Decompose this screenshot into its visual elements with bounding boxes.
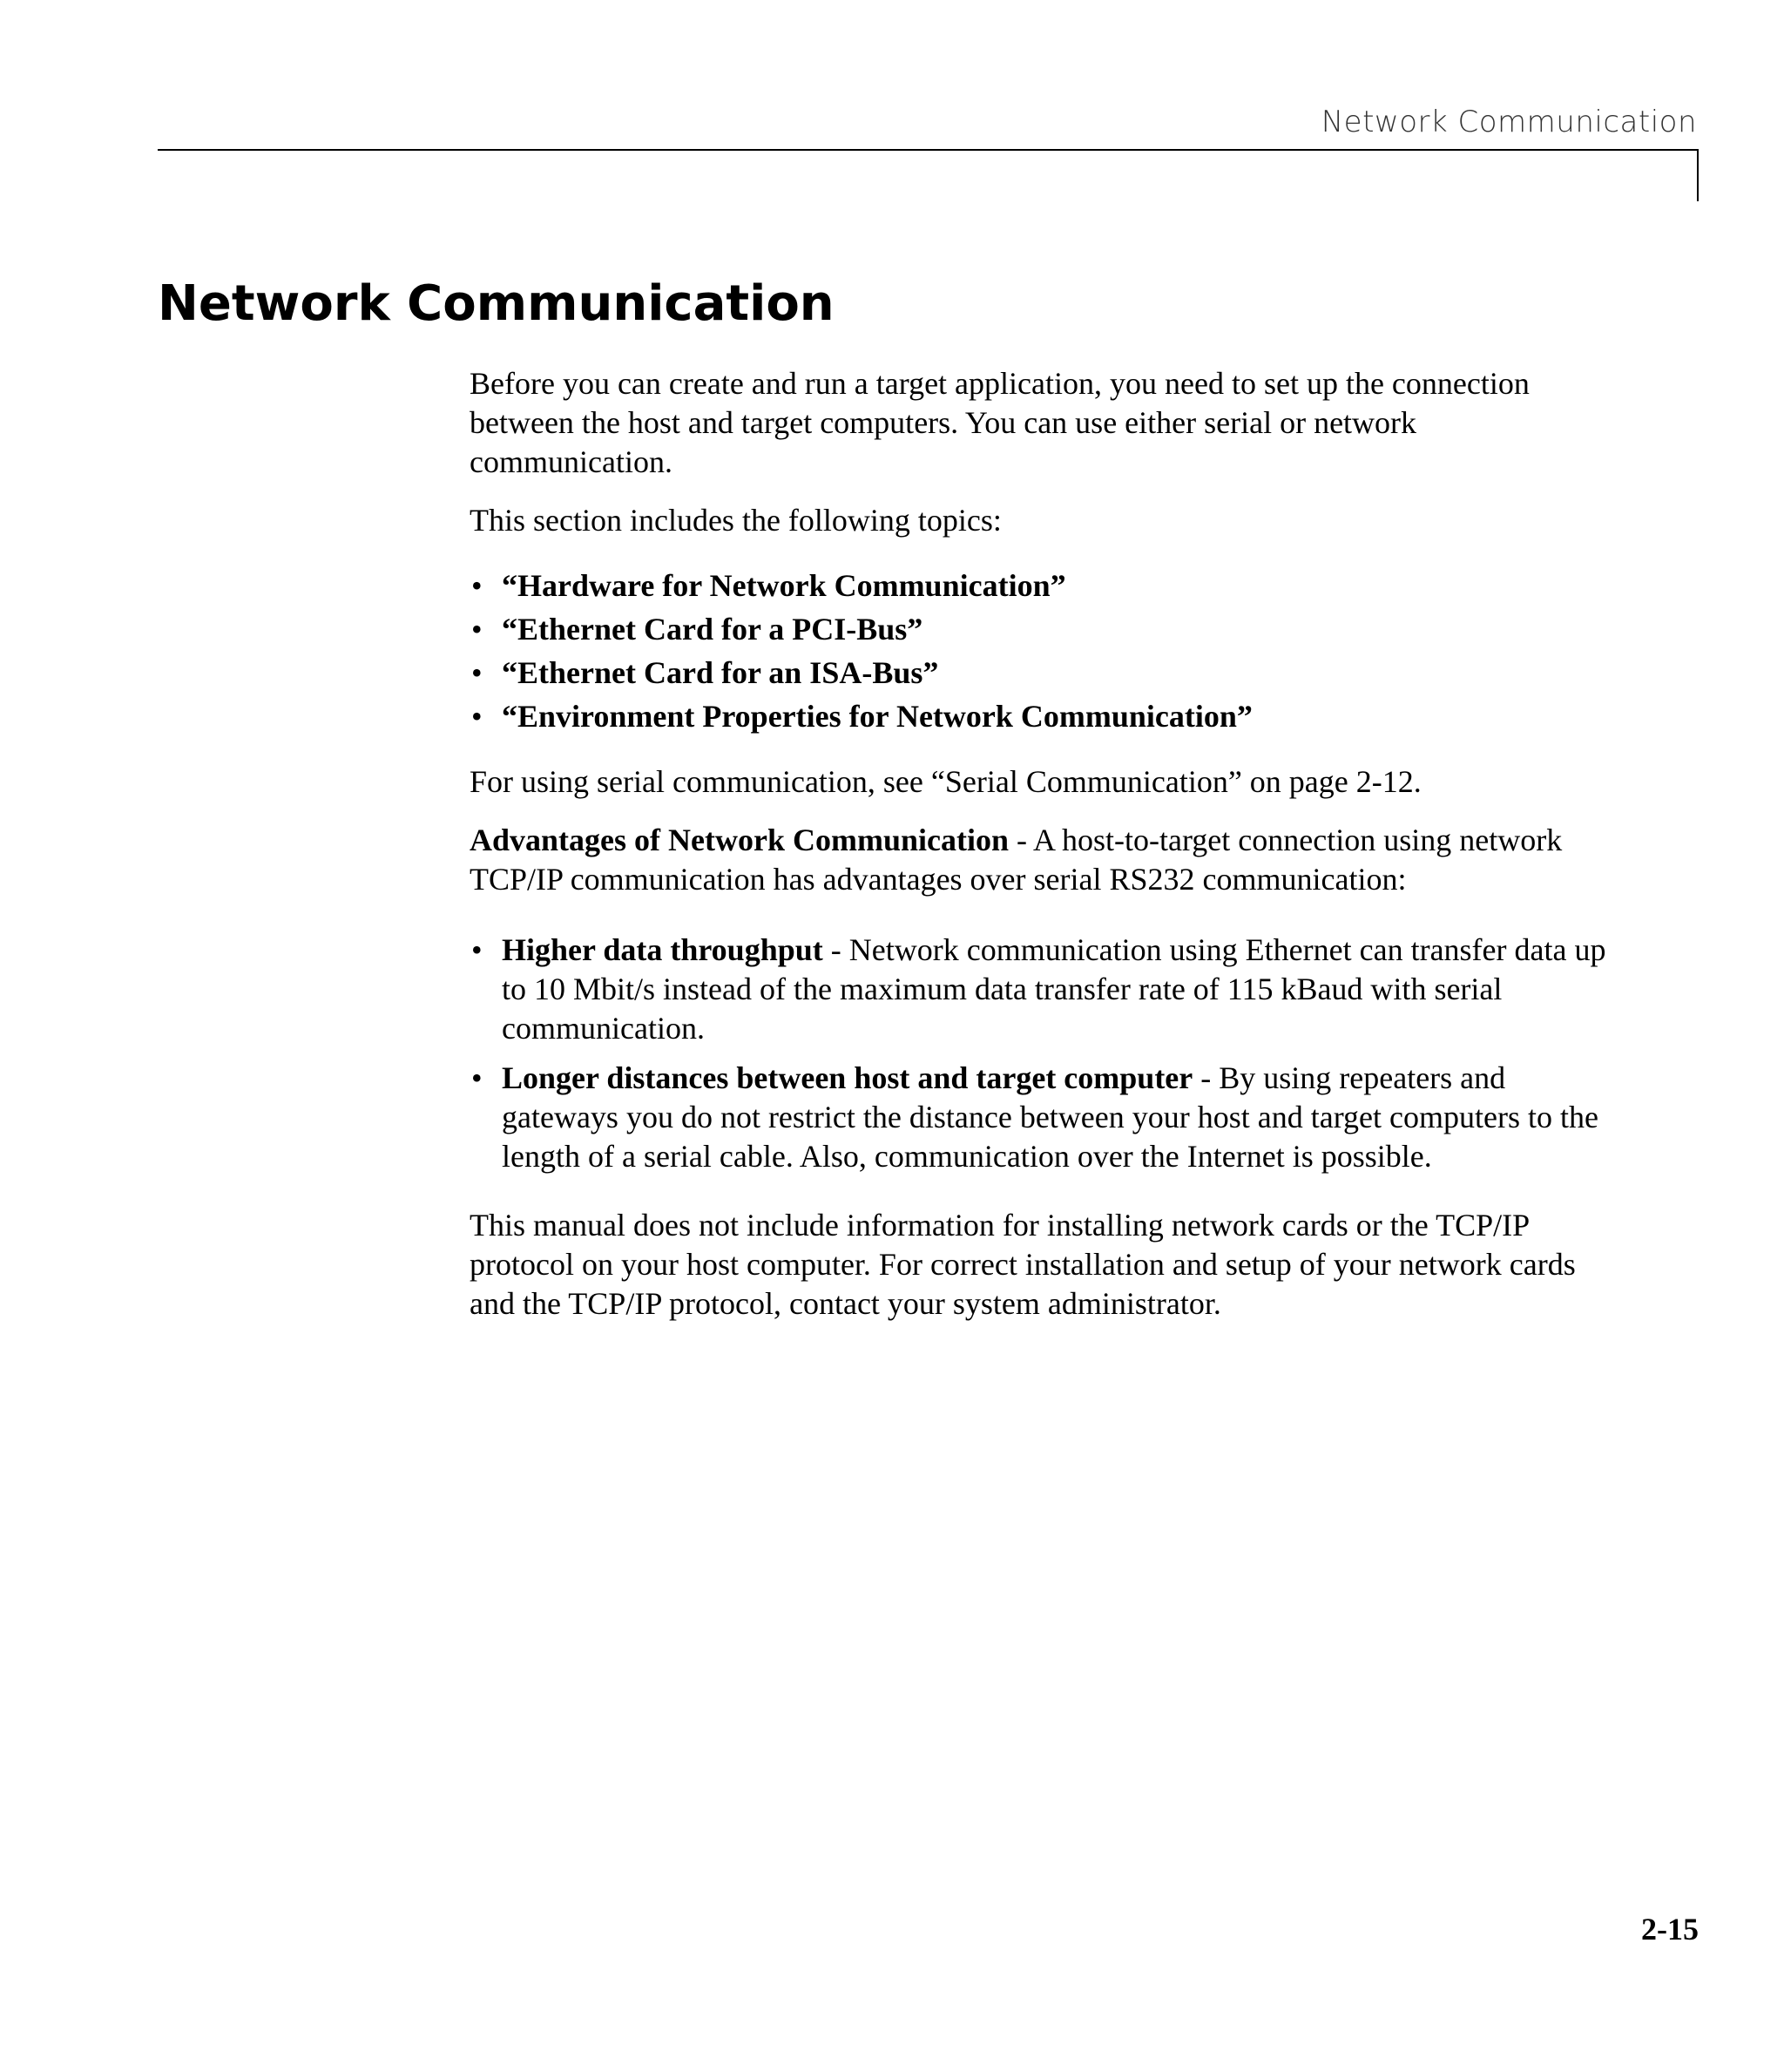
page-number: 2-15 — [1641, 1912, 1699, 1947]
page-title: Network Communication — [158, 275, 835, 332]
advantage-item — [470, 1059, 1619, 1176]
closing-paragraph: This manual does not include information for installing network cards or the TCP/IP protocol on your host computer. For correct installation and setup of your network cards and the TCP/IP protocol, contact your system administrator. — [470, 1208, 1576, 1321]
topic-link-isa-bus[interactable]: • “Ethernet Card for an ISA-Bus” — [470, 653, 1619, 693]
advantages-paragraph — [470, 821, 1619, 899]
advantages-heading: Advantages of Network Communication — [470, 823, 1009, 857]
advantage-term: Higher data throughput — [502, 932, 823, 967]
topic-link-environment-properties[interactable]: • “Environment Properties for Network Communication” — [470, 697, 1619, 736]
advantages-list — [470, 931, 1619, 1176]
advantage-text: - Network communication using Ethernet can transfer data up to 10 Mbit/s instead of the maximum data transfer rate of 115 kBaud with serial communication. — [502, 932, 1606, 1046]
advantage-item — [470, 931, 1619, 1048]
topics-list — [470, 566, 1619, 736]
advantage-text: - By using repeaters and gateways you do not restrict the distance between your host and target computers to the length of a serial cable. Also, communication over the Internet is possible. — [502, 1060, 1598, 1174]
topic-link-pci-bus[interactable]: • “Ethernet Card for a PCI-Bus” — [470, 610, 1619, 649]
intro-paragraph: Before you can create and run a target application, you need to set up the connection between the host and target computers. You can use either serial or network communication. — [470, 366, 1530, 479]
serial-reference: For using serial communication, see “Serial Communication” on page 2-12. — [470, 764, 1422, 799]
running-header: Network Communication — [1321, 105, 1697, 139]
header-rule — [158, 149, 1699, 151]
advantages-text: - A host-to-target connection using network TCP/IP communication has advantages over serial RS232 communication: — [470, 823, 1563, 897]
advantage-term: Longer distances between host and target computer — [502, 1060, 1193, 1095]
header-rule-tick — [1697, 149, 1699, 201]
topic-link-hardware[interactable]: • “Hardware for Network Communication” — [470, 566, 1619, 606]
section-body — [470, 364, 1619, 1343]
topics-intro: This section includes the following topics: — [470, 503, 1002, 538]
